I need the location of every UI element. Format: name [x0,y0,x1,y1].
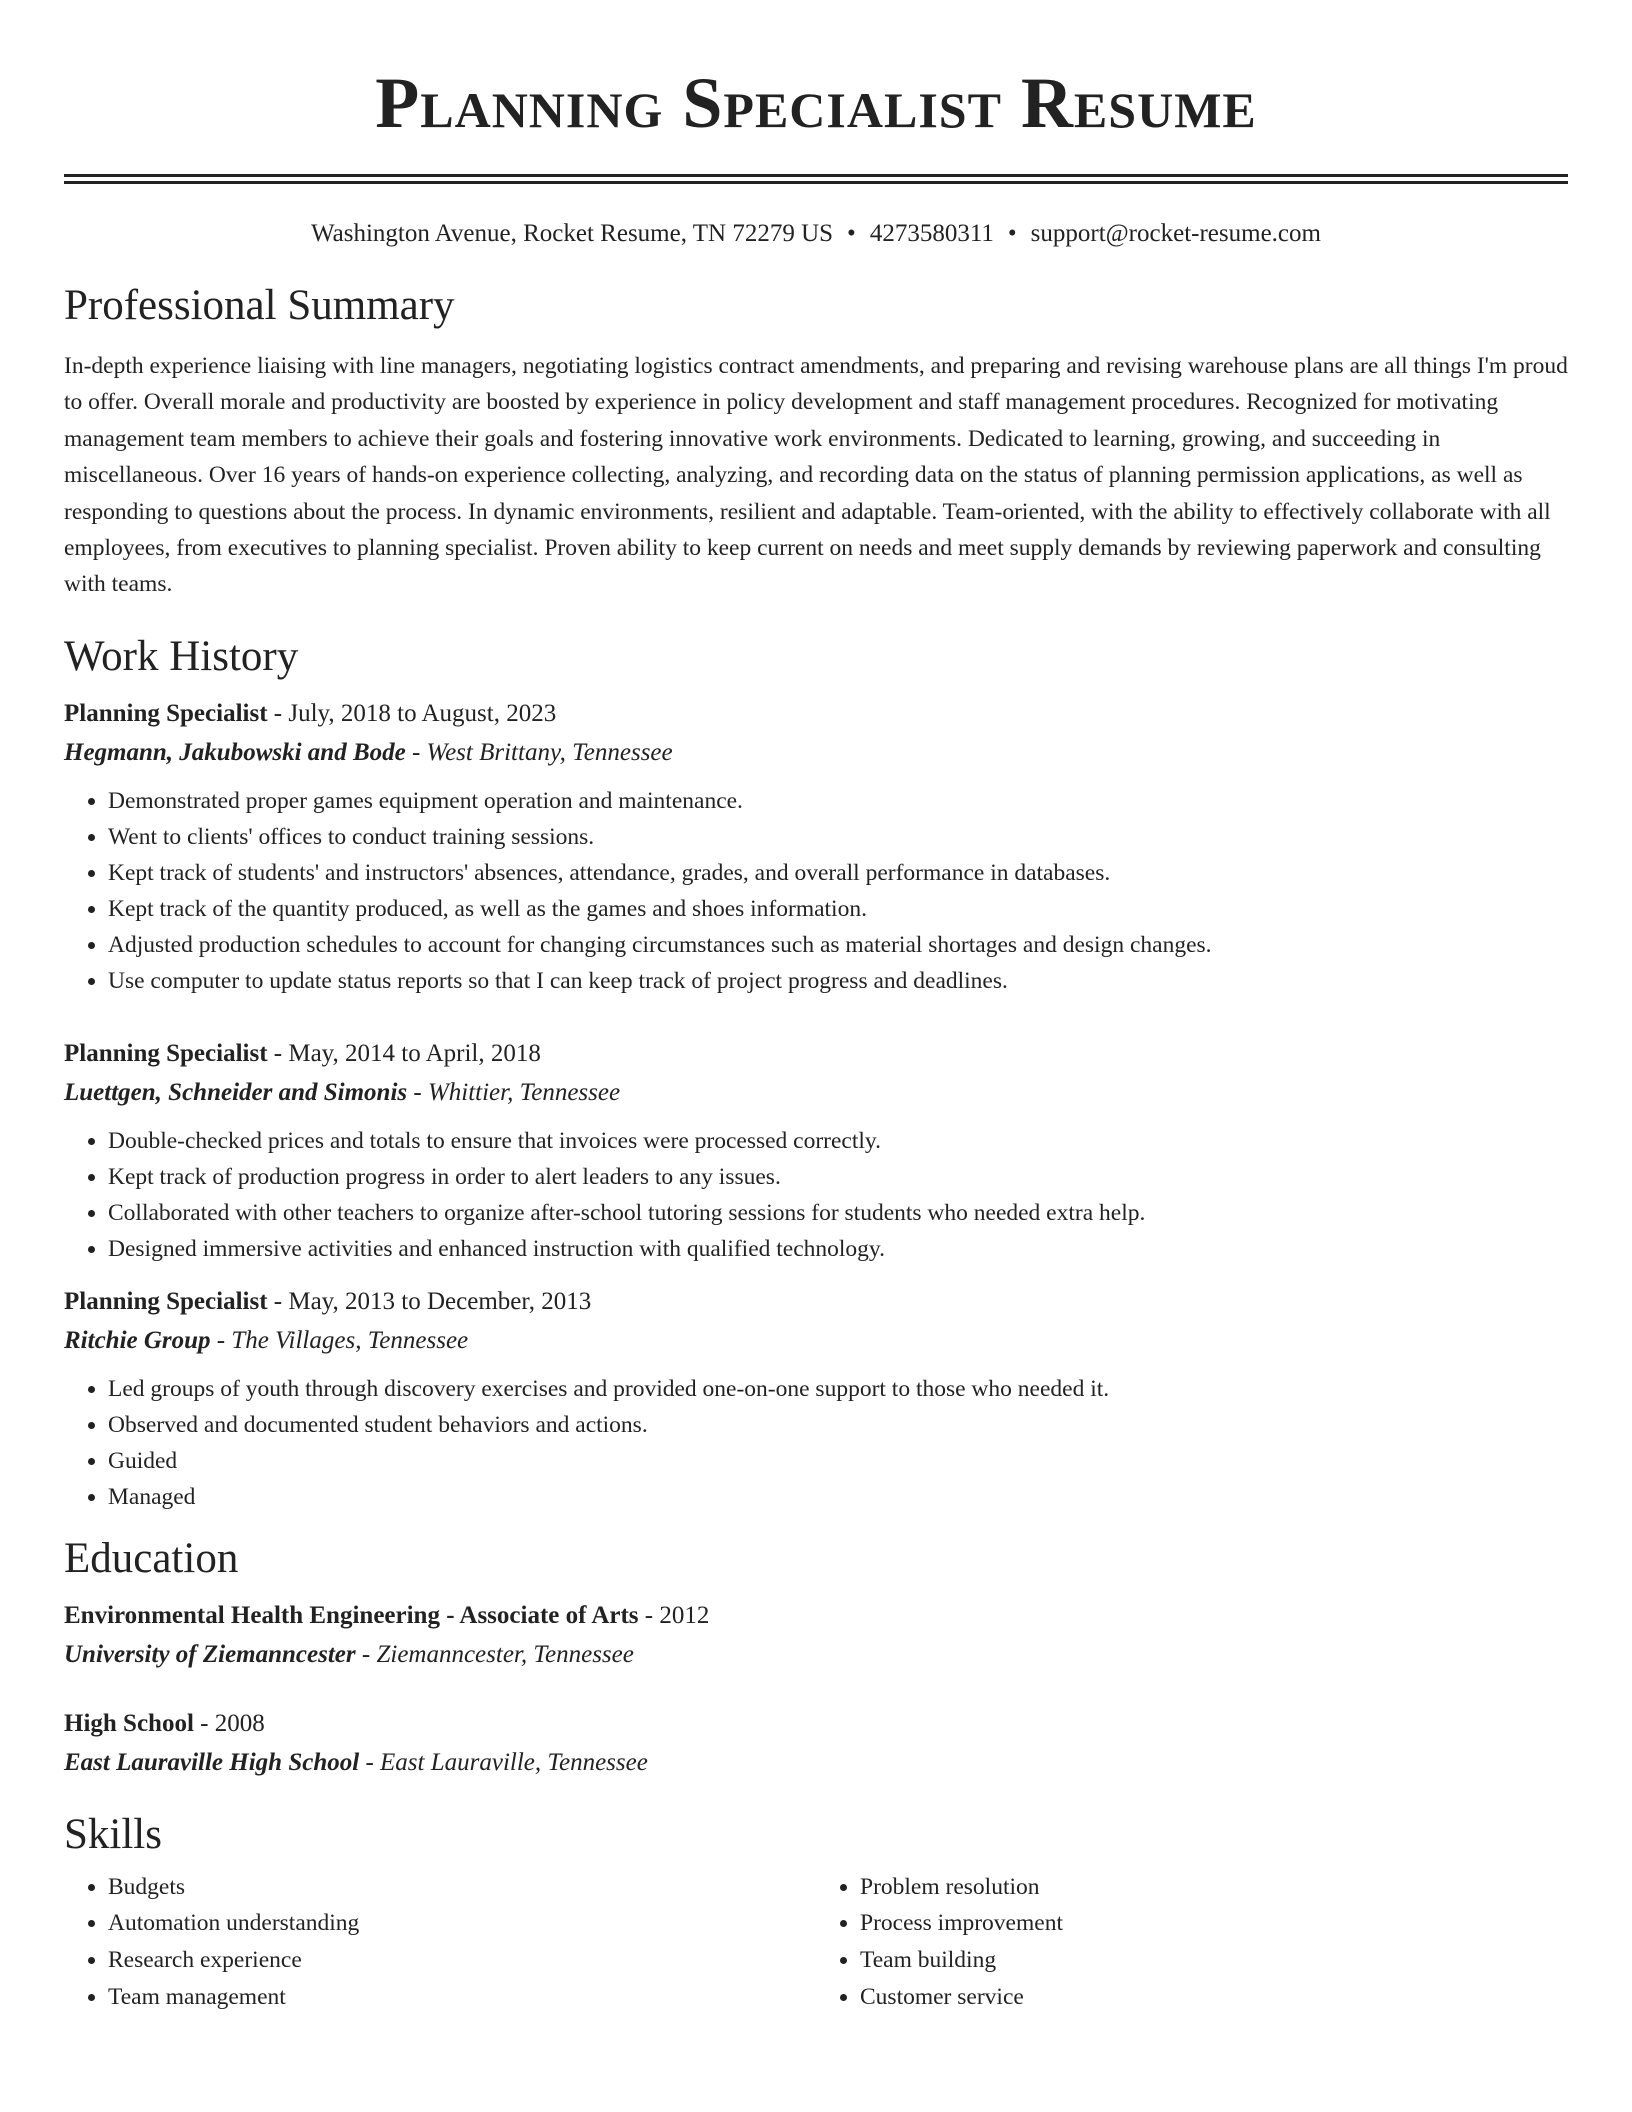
contact-address: Washington Avenue, Rocket Resume, TN 72279 US [311,220,834,247]
job-title: Planning Specialist [64,1039,268,1067]
job-entry [64,695,1568,999]
contact-separator: • [1007,220,1017,247]
skills-list-right [816,1869,1568,2015]
skill-item: • Automation understanding [108,1905,816,1942]
job-duty: • Demonstrated proper games equipment operation and maintenance. [108,783,1568,819]
contact-line [64,216,1568,252]
company-line [64,733,1568,773]
job-duty: • Guided [108,1443,1568,1479]
job-duty: • Observed and documented student behaviors and actions. [108,1407,1568,1443]
company-location: - The Villages, Tennessee [210,1326,469,1354]
company-line [64,1321,1568,1361]
job-entry [64,1035,1568,1267]
job-duty: • Led groups of youth through discovery exercises and provided one-on-one support to those who needed it. [108,1371,1568,1407]
skill-item: • Customer service [860,1979,1568,2016]
skill-item: • Process improvement [860,1905,1568,1942]
education-heading: Education [64,1534,239,1582]
education-entry [64,1705,1568,1783]
degree-line [64,1597,1568,1635]
skill-item: • Team building [860,1942,1568,1979]
degree-name: Environmental Health Engineering - Associate of Arts [64,1601,639,1629]
title-double-rule [64,174,1568,184]
job-title-line [64,695,1568,733]
skill-item: • Problem resolution [860,1869,1568,1906]
job-title: Planning Specialist [64,699,268,727]
work-history-heading: Work History [64,632,299,680]
company-name: Hegmann, Jakubowski and Bode [64,738,406,766]
skills-columns [64,1869,1568,2015]
job-duty: • Use computer to update status reports so that I can keep track of project progress and deadlines. [108,963,1568,999]
job-duty: • Kept track of students' and instructors' absences, attendance, grades, and overall performance in databases. [108,855,1568,891]
school-location: - East Lauraville, Tennessee [359,1748,648,1776]
job-duties-list [64,1123,1568,1267]
job-duty: • Kept track of the quantity produced, as well as the games and shoes information. [108,891,1568,927]
job-duty: • Collaborated with other teachers to organize after-school tutoring sessions for students who needed extra help. [108,1195,1568,1231]
company-location: - Whittier, Tennessee [407,1078,621,1106]
contact-email: support@rocket-resume.com [1030,220,1321,247]
skill-item: • Budgets [108,1869,816,1906]
summary-text: In-depth experience liaising with line managers, negotiating logistics contract amendments, and preparing and revising warehouse plans are all things I'm proud to offer. Overall morale and productivity are boosted by experience in policy development and staff management procedures. Recognized for motivating management team members to achieve their goals and fostering innovative work environments. Dedicated to learning, growing, and succeeding in miscellaneous. Over 16 years of hands-on experience collecting, analyzing, and recording data on the status of planning permission applications, as well as responding to questions about the process. In dynamic environments, resilient and adaptable. Team-oriented, with the ability to effectively collaborate with all employees, from executives to planning specialist. Proven ability to keep current on needs and meet supply demands by reviewing paperwork and consulting with teams. [64,353,1568,598]
job-duty: • Double-checked prices and totals to ensure that invoices were processed correctly. [108,1123,1568,1159]
company-name: Ritchie Group [64,1326,211,1354]
skill-item: • Research experience [108,1942,816,1979]
summary-heading: Professional Summary [64,282,455,329]
job-duty: • Managed [108,1479,1568,1515]
job-duties-list [64,783,1568,999]
job-dates: - May, 2014 to April, 2018 [267,1039,541,1067]
job-dates: - May, 2013 to December, 2013 [267,1287,592,1315]
school-line [64,1743,1568,1783]
skill-item: • Team management [108,1979,816,2016]
degree-line [64,1705,1568,1743]
skills-list-left [64,1869,816,2015]
job-dates: - July, 2018 to August, 2023 [267,699,557,727]
skills-heading: Skills [64,1810,162,1858]
education-entry [64,1597,1568,1675]
company-name: Luettgen, Schneider and Simonis [64,1078,408,1106]
job-duty: • Went to clients' offices to conduct training sessions. [108,819,1568,855]
contact-phone: 4273580311 [869,220,994,247]
job-duty: • Kept track of production progress in order to alert leaders to any issues. [108,1159,1568,1195]
school-line [64,1635,1568,1675]
job-duty: • Adjusted production schedules to account for changing circumstances such as material shortages and design changes. [108,927,1568,963]
job-duty: • Designed immersive activities and enhanced instruction with qualified technology. [108,1231,1568,1267]
job-title-line [64,1035,1568,1073]
job-entry [64,1283,1568,1515]
school-name: East Lauraville High School [64,1748,360,1776]
resume-title: Planning Specialist Resume [375,63,1257,143]
job-duties-list [64,1371,1568,1515]
school-location: - Ziemanncester, Tennessee [355,1640,634,1668]
graduation-year: - 2012 [638,1601,710,1629]
degree-name: High School [64,1709,194,1737]
company-location: - West Brittany, Tennessee [405,738,673,766]
job-title-line [64,1283,1568,1321]
company-line [64,1073,1568,1113]
graduation-year: - 2008 [193,1709,265,1737]
job-title: Planning Specialist [64,1287,268,1315]
school-name: University of Ziemanncester [64,1640,356,1668]
contact-separator: • [847,220,856,247]
